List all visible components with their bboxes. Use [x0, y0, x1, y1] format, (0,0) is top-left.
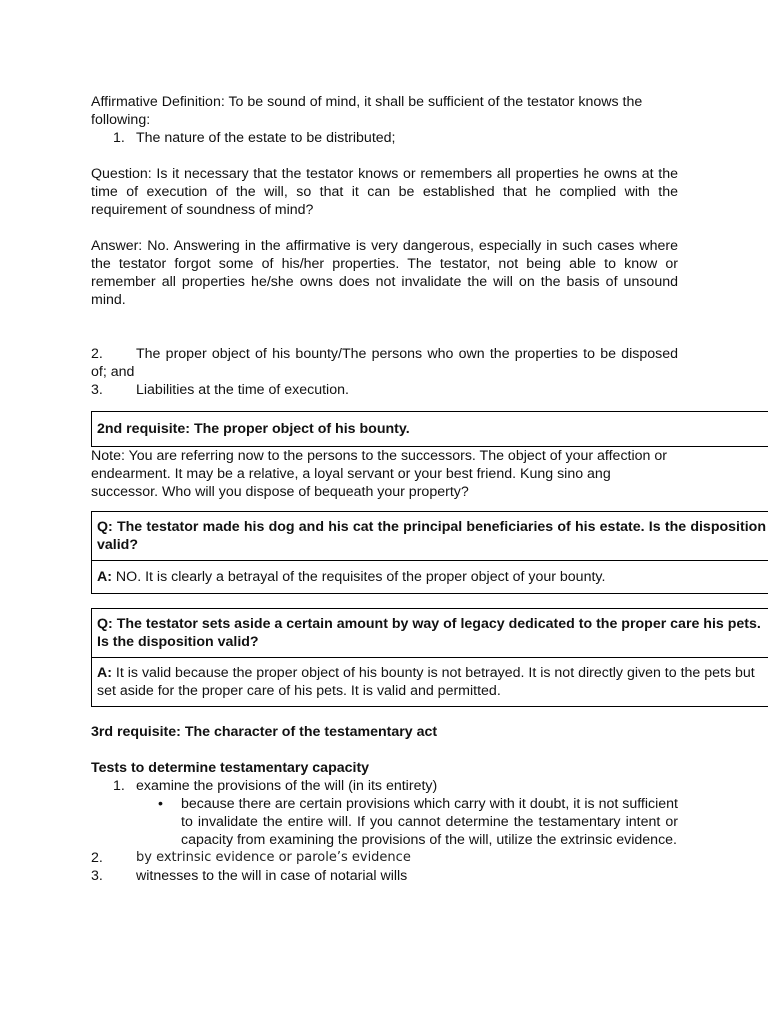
affirmative-list	[91, 129, 678, 147]
list-item-text: The proper object of his bounty/The persons who own the properties to be disposed of; and	[91, 346, 678, 380]
answer-label: A:	[97, 665, 112, 681]
list-item	[91, 129, 678, 147]
list-item	[91, 777, 678, 795]
requisite-box	[91, 411, 768, 447]
requisite-heading: 2nd requisite: The proper object of his bounty.	[97, 421, 410, 437]
qa-answer	[92, 657, 768, 706]
qa-question: Q: The testator sets aside a certain amount by way of legacy dedicated to the proper care his pets. Is the disposition valid?	[97, 616, 761, 650]
list-item-text: The nature of the estate to be distributed;	[136, 130, 396, 146]
list-item-text: Liabilities at the time of execution.	[136, 382, 349, 398]
qa-question: Q: The testator made his dog and his cat the principal beneficiaries of his estate. Is the disposition valid?	[97, 519, 766, 553]
answer-label: A:	[97, 569, 112, 585]
qa-answer	[92, 560, 768, 593]
list-number: 1.	[113, 778, 125, 794]
tests-list	[91, 777, 678, 795]
requisite-note: Note: You are referring now to the persons to the successors. The object of your affection or endearment. It may be a relative, a loyal servant or your best friend. Kung sino ang successor. Who will you dispose of bequeath your property?	[91, 448, 667, 500]
list-item	[91, 849, 678, 867]
list-item-text: examine the provisions of the will (in its entirety)	[136, 778, 438, 794]
question-paragraph: Question: Is it necessary that the testator knows or remembers all properties he owns at the time of execution of the will, so that it can be established that he complied with the requirement of soundness of mind?	[91, 166, 678, 218]
third-requisite-heading: 3rd requisite: The character of the testamentary act	[91, 724, 438, 740]
list-item	[91, 867, 678, 885]
qa-box-dog-cat	[91, 511, 768, 594]
list-item-text: witnesses to the will in case of notarial wills	[136, 868, 408, 884]
list-number: 3.	[91, 868, 103, 884]
list-item	[91, 345, 678, 381]
list-item	[91, 381, 678, 399]
answer-text: NO. It is clearly a betrayal of the requisites of the proper object of your bounty.	[111, 569, 606, 585]
document-page	[91, 93, 766, 885]
list-number: 2.	[91, 346, 103, 362]
bullet-item	[91, 795, 678, 849]
tests-heading: Tests to determine testamentary capacity	[91, 760, 370, 776]
list-number: 1.	[113, 130, 125, 146]
bullet-text: because there are certain provisions which carry with it doubt, it is not sufficient to invalidate the entire will. If you cannot determine the testamentary intent or capacity from examining the provisions of the will, utilize the extrinsic evidence.	[181, 796, 678, 848]
answer-paragraph: Answer: No. Answering in the affirmative is very dangerous, especially in such cases where the testator forgot some of his/her properties. The testator, not being able to know or remember all properties he/she owns does not invalidate the will on the basis of unsound mind.	[91, 238, 678, 308]
list-number: 3.	[91, 382, 103, 398]
answer-text: It is valid because the proper object of his bounty is not betrayed. It is not directly given to the pets but set aside for the proper care of his pets. It is valid and permitted.	[97, 665, 755, 699]
qa-box-pets	[91, 608, 768, 707]
affirmative-definition: Affirmative Definition: To be sound of mind, it shall be sufficient of the testator knows the following:	[91, 94, 643, 128]
bullet-icon: •	[158, 796, 163, 812]
list-item-text: by extrinsic evidence or parole’s evidence	[136, 850, 411, 865]
list-number: 2.	[91, 850, 103, 866]
